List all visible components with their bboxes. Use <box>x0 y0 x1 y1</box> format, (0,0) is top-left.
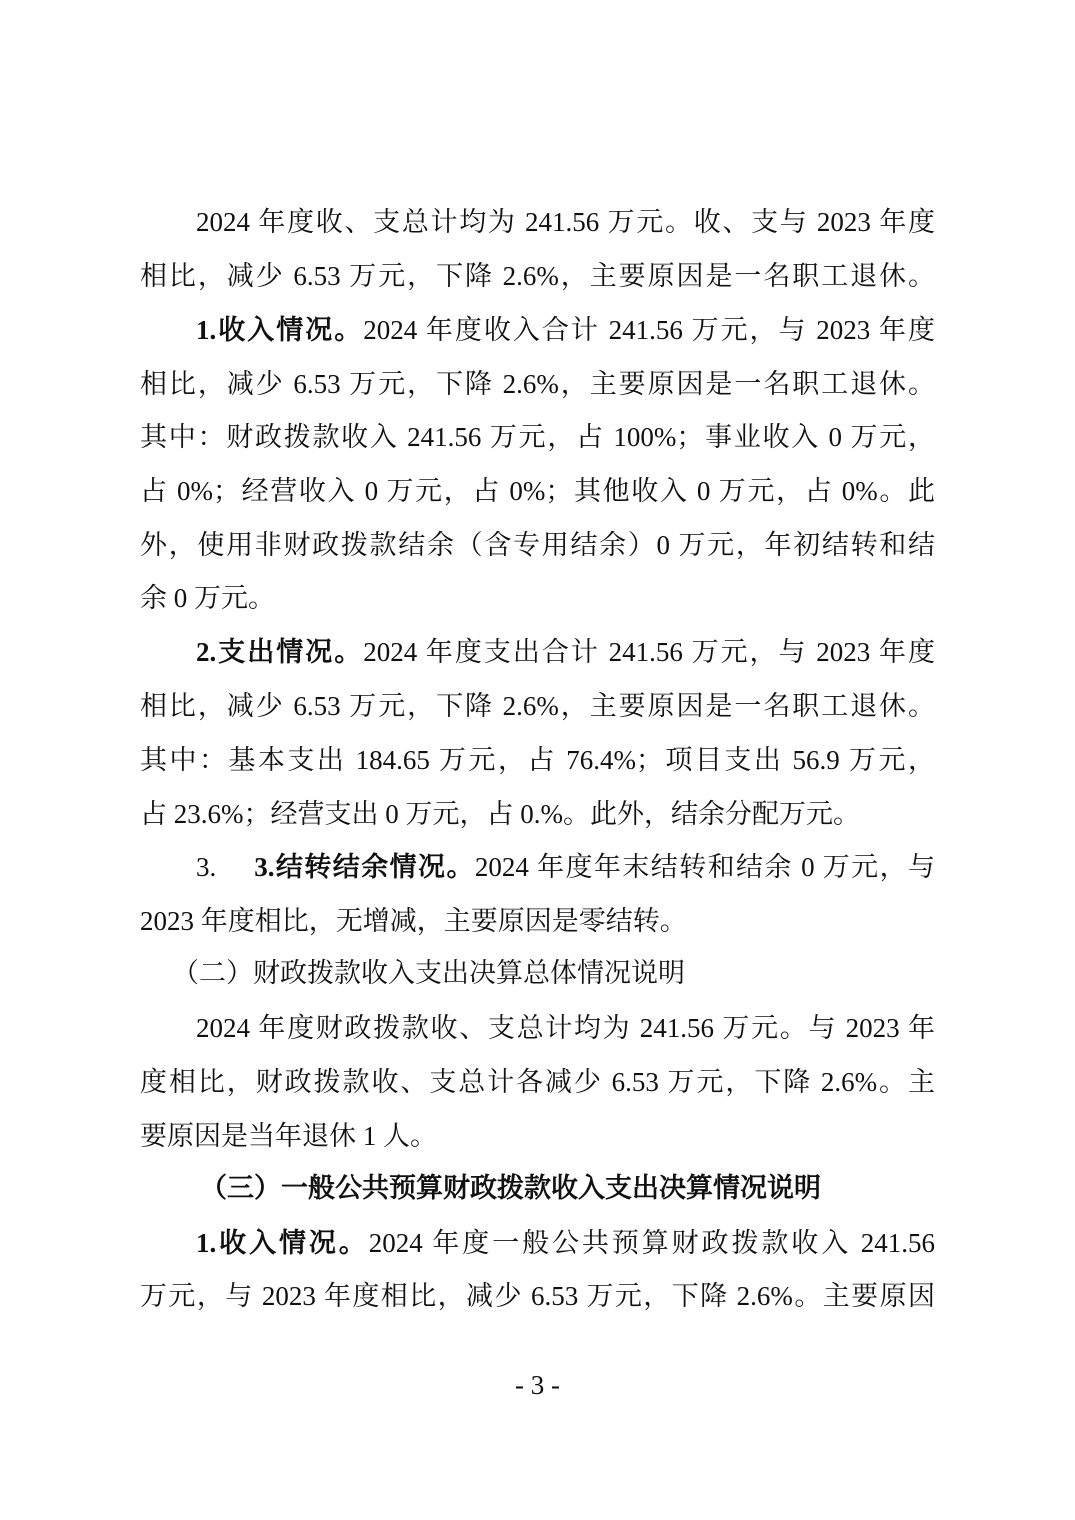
text-line: 2023 年度相比，无增减，主要原因是零结转。 <box>140 906 687 936</box>
text-line: 万元，与 2023 年度相比，减少 6.53 万元，下降 2.6%。主要原因 <box>140 1281 935 1311</box>
text-line: 相比，减少 6.53 万元，下降 2.6%，主要原因是一名职工退休。 <box>140 691 935 721</box>
text-line: 其中：财政拨款收入 241.56 万元，占 100%；事业收入 0 万元， <box>140 422 935 452</box>
page-number: - 3 - <box>515 1370 560 1400</box>
section-heading: （三）一般公共预算财政拨款收入支出决算情况说明 <box>200 1173 821 1203</box>
text-line: 2.支出情况。2024 年度支出合计 241.56 万元，与 2023 年度 <box>196 637 936 667</box>
text-line: 其中：基本支出 184.65 万元，占 76.4%；项目支出 56.9 万元， <box>140 745 935 775</box>
text-line: 相比，减少 6.53 万元，下降 2.6%，主要原因是一名职工退休。 <box>140 369 935 399</box>
text-line: 2024 年度收、支总计均为 241.56 万元。收、支与 2023 年度 <box>196 207 935 237</box>
text-line: 3. 3.结转结余情况。2024 年度年末结转和结余 0 万元，与 <box>196 852 936 882</box>
text-line: 相比，减少 6.53 万元，下降 2.6%，主要原因是一名职工退休。 <box>140 261 935 291</box>
text-line: 外，使用非财政拨款结余（含专用结余）0 万元，年初结转和结 <box>140 530 935 560</box>
text-line: 度相比，财政拨款收、支总计各减少 6.53 万元，下降 2.6%。主 <box>140 1067 935 1097</box>
text-line: 占 23.6%；经营支出 0 万元，占 0.%。此外，结余分配万元。 <box>140 799 860 829</box>
text-line: 占 0%；经营收入 0 万元，占 0%；其他收入 0 万元，占 0%。此 <box>140 476 935 506</box>
text-line: 余 0 万元。 <box>140 583 275 613</box>
section-heading: （二）财政拨款收入支出决算总体情况说明 <box>172 958 685 988</box>
text-line: 1.收入情况。2024 年度收入合计 241.56 万元，与 2023 年度 <box>196 315 936 345</box>
text-line: 要原因是当年退休 1 人。 <box>140 1121 437 1151</box>
text-line: 1.收入情况。2024 年度一般公共预算财政拨款收入 241.56 <box>196 1228 936 1258</box>
text-line: 2024 年度财政拨款收、支总计均为 241.56 万元。与 2023 年 <box>196 1013 935 1043</box>
